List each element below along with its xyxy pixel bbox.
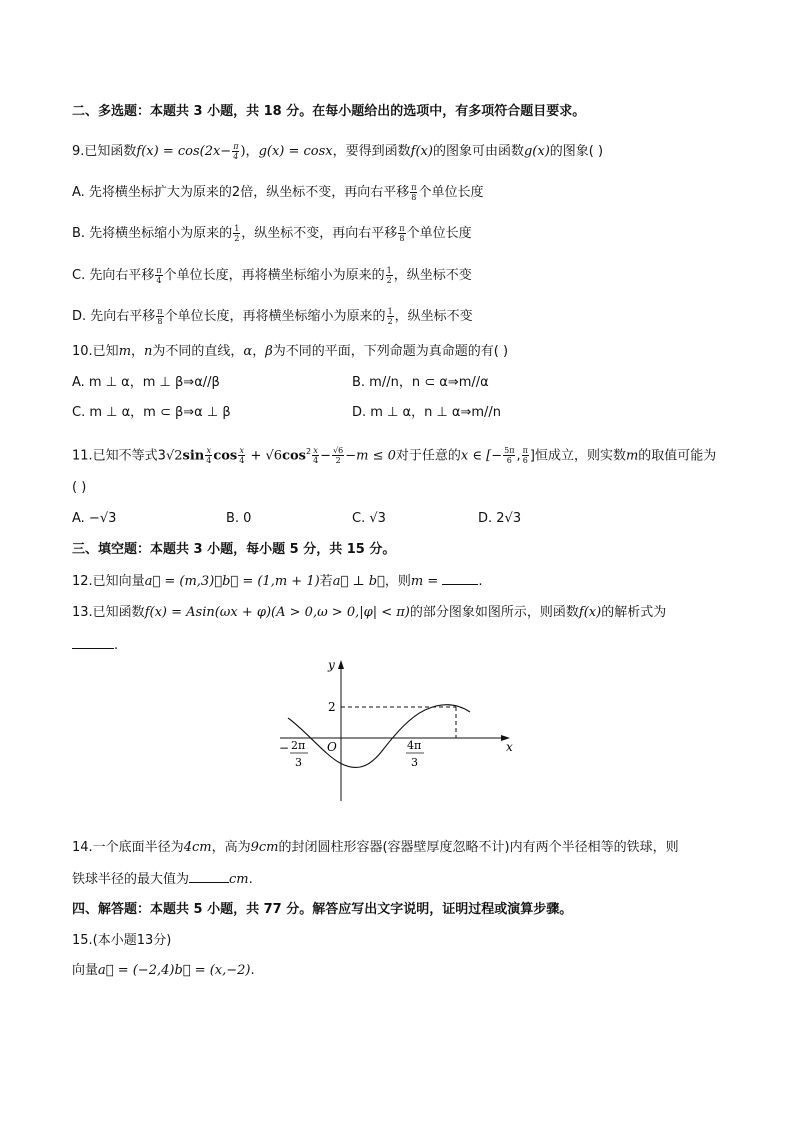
q9-func-g: g(x) = cosx [258, 144, 333, 159]
q14-line-2: 铁球半径的最大值为 cm. [72, 872, 253, 887]
sine-graph [270, 655, 520, 805]
q12-answer-blank[interactable] [442, 572, 478, 585]
q15-stem: 向量a⃗ = (−2,4)b⃗ = (x,−2). [72, 963, 255, 978]
sine-curve [288, 705, 470, 768]
x-axis-label: x [506, 740, 513, 754]
q15-title: 15.(本小题13分) [72, 933, 172, 948]
right-tick-denominator: 3 [411, 756, 418, 769]
q11-paren: ( ) [72, 480, 87, 495]
left-tick-denominator: 3 [295, 756, 302, 769]
left-tick-numerator: 2π [291, 739, 306, 752]
q13-stem: 13.已知函数f(x) = Asin(ωx + φ)(A > 0,ω > 0,|φ| < π)的部分图象如图所示，则函数f(x)的解析式为 [72, 605, 667, 620]
section-3-header: 三、填空题：本题共 3 小题，每小题 5 分，共 15 分。 [72, 542, 396, 557]
left-tick-sign: − [279, 741, 290, 755]
origin-label: O [327, 740, 337, 754]
section-4-header: 四、解答题：本题共 5 小题，共 77 分。解答应写出文字说明，证明过程或演算步骤。 [72, 902, 573, 917]
q9-option-b[interactable]: B. 先将横坐标缩小为原来的 $\frac{1}{2}$ ，纵坐标不变，再向右平移 $\frac{\pi}{8}$ 个单位长度 [72, 224, 472, 243]
q11-option-b[interactable]: B. 0 [226, 511, 252, 526]
q10-option-a[interactable]: A. m ⊥ α，m ⊥ β⇒α//β [72, 375, 220, 390]
section-2-header: 二、多选题：本题共 3 小题，共 18 分。在每小题给出的选项中，有多项符合题目要求。 [72, 104, 586, 119]
q9-stem: 9.已知函数f(x) = cos(2x− $\frac{\pi}{4}$ )，g(x) = cosx，要得到函数f(x)的图象可由函数g(x)的图象( ) [72, 142, 604, 161]
q10-option-c[interactable]: C. m ⊥ α，m ⊂ β⇒α ⊥ β [72, 405, 231, 420]
max-value-label: 2 [328, 700, 336, 714]
q11-option-a[interactable]: A. −√3 [72, 511, 117, 526]
q10-stem: 10.已知m，n为不同的直线，α，β为不同的平面，下列命题为真命题的有( ) [72, 344, 509, 359]
q13-answer-blank[interactable] [72, 636, 114, 649]
q13-answer-line: . [72, 636, 118, 655]
q10-option-b[interactable]: B. m//n，n ⊂ α⇒m//α [352, 375, 489, 390]
right-tick-numerator: 4π [407, 739, 422, 752]
q14-answer-blank[interactable] [189, 870, 229, 883]
q9-func-f: f(x) = cos(2x− $\frac{\pi}{4}$ ) [136, 142, 246, 161]
q14-stem: 14.一个底面半径为4cm，高为9cm的封闭圆柱形容器(容器壁厚度忽略不计)内有两个半径相等的铁球，则 [72, 840, 679, 855]
y-axis-arrow [338, 660, 344, 669]
q12-stem: 12.已知向量a⃗ = (m,3)，b⃗ = (1,m + 1)若a⃗ ⊥ b⃗，则m = . [72, 574, 483, 589]
q11-option-d[interactable]: D. 2√3 [478, 511, 522, 526]
q9-option-a[interactable]: A. 先将横坐标扩大为原来的2倍，纵坐标不变，再向右平移 $\frac{\pi}{8}$ 个单位长度 [72, 183, 484, 202]
q9-option-c[interactable]: C. 先向右平移 $\frac{\pi}{4}$ 个单位长度，再将横坐标缩小为原来的 $\frac{1}{2}$ ，纵坐标不变 [72, 266, 472, 285]
q9-option-d[interactable]: D. 先向右平移 $\frac{\pi}{8}$ 个单位长度，再将横坐标缩小为原来的 $\frac{1}{2}$ ，纵坐标不变 [72, 307, 473, 326]
q11-stem: 11.已知不等式3√2sin $\frac{x}{4}$ cos $\frac{x}{4}$ + $√6\cos^2$ $\frac{x}{4}$ − $\frac{√6}{2}$ −m ≤ 0对于任意的x ∈ [− $\frac{5\pi}{6}$ , $\frac{\pi}{6}$ ]恒成立，则实数m的取值可能为 [72, 446, 717, 466]
q10-option-d[interactable]: D. m ⊥ α，n ⊥ α⇒m//n [352, 405, 502, 420]
q11-option-c[interactable]: C. √3 [352, 511, 386, 526]
y-axis-label: y [328, 658, 335, 672]
